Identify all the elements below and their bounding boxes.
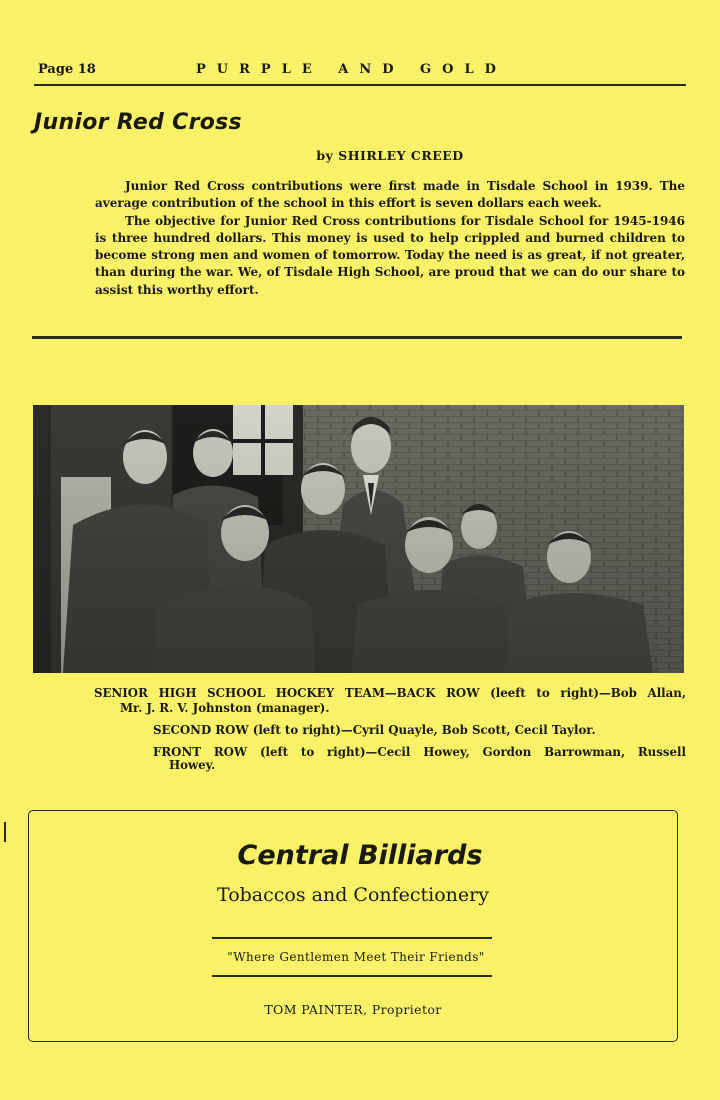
advertisement-tagline: Tobaccos and Confectionery [217, 884, 489, 906]
article-paragraph: The objective for Junior Red Cross contributions for Tisdale School for 1945-1946 is three hundred dollars. This money is used to help crippled and burned children to become strong men and women of tomorrow. Today the need is as great, if not greater, than during the war. We, of Tisdale High School, are proud that we can do our share to assist this worthy effort. [95, 213, 685, 297]
advertisement-business-name: Central Billiards [237, 840, 483, 871]
caption-front-row [94, 745, 686, 773]
article-byline: by SHIRLEY CREED [316, 148, 464, 163]
caption-back-row-line-1: SENIOR HIGH SCHOOL HOCKEY TEAM—BACK ROW (leeft to right)—Bob Allan, [94, 686, 686, 700]
margin-mark [4, 822, 6, 842]
caption-back-row [94, 686, 686, 716]
page-number: Page 18 [38, 62, 96, 77]
article-paragraph: Junior Red Cross contributions were first made in Tisdale School in 1939. The average contribution of the school in this effort is seven dollars each week. [95, 179, 685, 211]
article-title: Junior Red Cross [34, 110, 242, 135]
header-rule [34, 84, 686, 86]
advertisement-slogan: "Where Gentlemen Meet Their Friends" [227, 950, 485, 964]
article-body [95, 178, 685, 299]
advertisement-rule-bottom [212, 975, 492, 977]
advertisement-proprietor: TOM PAINTER, Proprietor [264, 1002, 442, 1017]
advertisement-rule-top [212, 937, 492, 939]
caption-front-row-line-2: Howey. [169, 758, 216, 772]
caption-second-row: SECOND ROW (left to right)—Cyril Quayle, Bob Scott, Cecil Taylor. [153, 723, 596, 737]
caption-front-row-line-1: FRONT ROW (left to right)—Cecil Howey, Gordon Barrowman, Russell [153, 745, 686, 759]
hockey-team-photo [33, 405, 684, 673]
team-photo-image [33, 405, 684, 673]
photo-caption [94, 686, 686, 780]
running-title: PURPLE AND GOLD [196, 62, 507, 77]
article-divider [32, 336, 682, 339]
caption-back-row-line-2: Mr. J. R. V. Johnston (manager). [120, 701, 330, 715]
